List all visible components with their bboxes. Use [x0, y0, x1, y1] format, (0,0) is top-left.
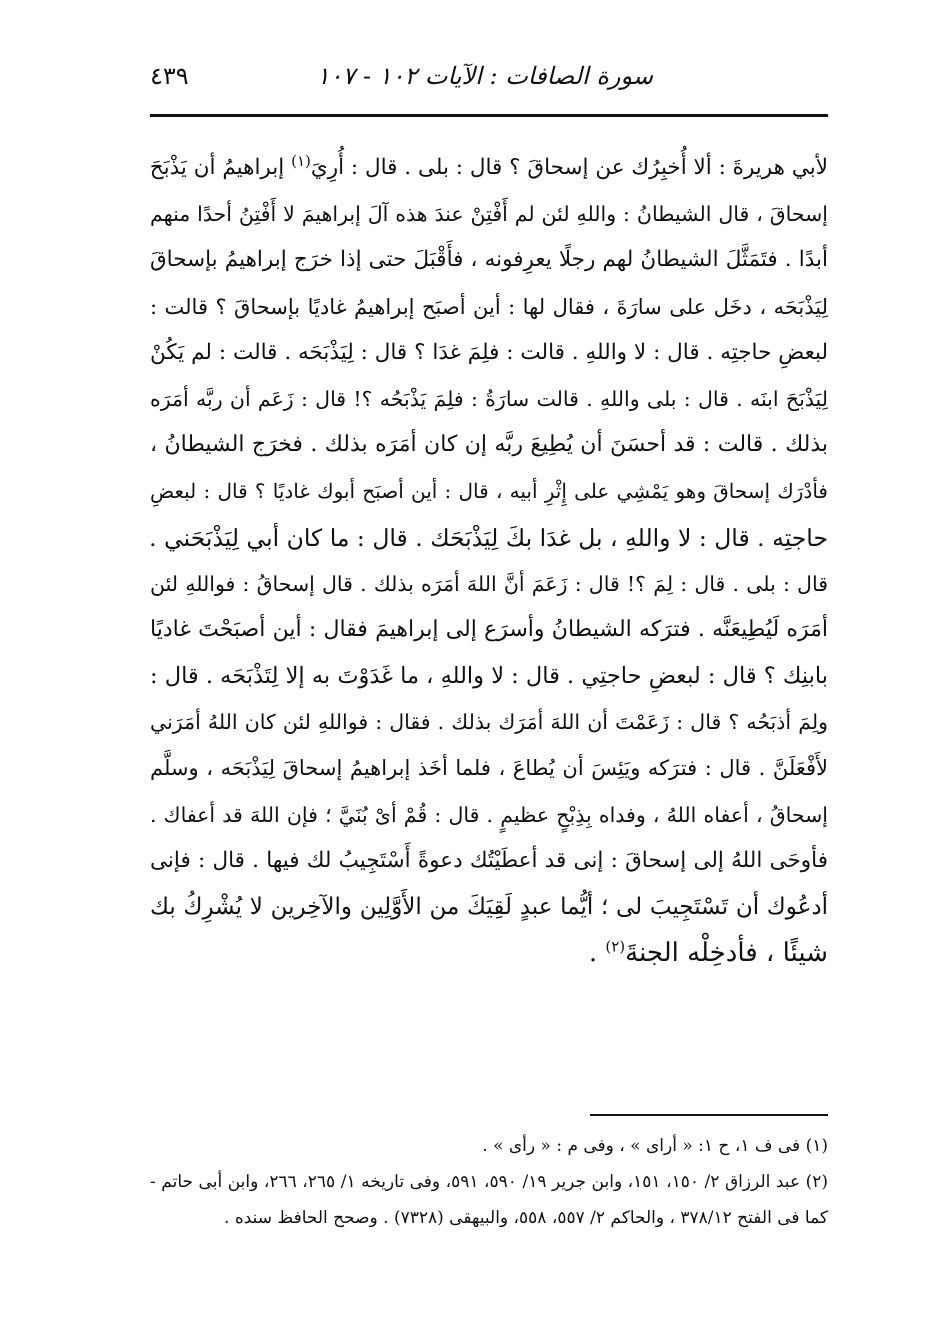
text-line: إسحاقُ ، أعفاه اللهُ ، وفداه بِذِبْحٍ عظيمٍ . قال : قُمْ أىْ بُنَيَّ ؛ فإن اللهَ قد أعفاك .	[150, 802, 828, 827]
text-line: أبدًا . فتَمَثَّلَ الشيطانُ لهم رجلًا يعرِفونه ، فأَقْبَلَ حتى إذا خرَج إبراهيمُ بإسحاقَ	[150, 247, 828, 273]
main-text	[150, 145, 828, 976]
header-divider	[150, 114, 828, 117]
text-line: لِيَذْبَحَه ، دخَل على سارَةَ ، فقال لها : أين أصبَح إبراهيمُ غاديًا بإسحاقَ ؟ قالت :	[150, 294, 828, 319]
footnote-1: (١) فى ف ١، ح ١: « أراى » ، وفى م : « رأى » .	[482, 1136, 828, 1156]
page-number: ٤٣٩	[150, 62, 189, 90]
footnotes	[150, 1128, 828, 1236]
text-line: لِيَذْبَحَ ابنَه . قال : بلى واللهِ . قالت سارَةُ : فلِمَ يَذْبَحُه ؟! قال : زَعَم أن ربَّه أمَرَه	[150, 386, 828, 411]
text-line: بذلك . قالت : قد أحسَنَ أن يُطِيعَ ربَّه إن كان أمَرَه بذلك . فخرَج الشيطانُ ،	[150, 432, 828, 458]
text-line: حاجتِه . قال : لا واللهِ ، بل غدَا بكَ لِيَذْبَحَك . قال : ما كان أبي لِيَذْبَحَني .	[149, 523, 828, 552]
text-line: ولِمَ أذبَحُه ؟ قال : زَعَمْتَ أن اللهَ أمَرَك بذلك . فقال : فواللهِ لئن كان اللهُ أمَرَني	[150, 710, 828, 735]
text-line: بابنِك ؟ قال : لبعضِ حاجتِي . قال : لا واللهِ ، ما غَدَوْتَ به إلا لِتَذْبَحَه . قال :	[150, 663, 828, 690]
footnote-divider	[590, 1114, 828, 1116]
footnote-2-line-1: (٢) عبد الرزاق ٢/ ١٥٠، ١٥١، وابن جرير ١٩/ ٥٩٠، ٥٩١، وفى تاريخه ١/ ٢٦٥، ٢٦٦، وابن أبى حاتم -	[150, 1172, 829, 1192]
footnote-ref-2[interactable]: (٢)	[605, 937, 626, 956]
running-header	[150, 62, 828, 102]
surah-title: سورة الصافات : الآيات ١٠٢ - ١٠٧	[316, 62, 653, 90]
text-line: لأبي هريرةَ : ألا أُخبِرُك عن إسحاقَ ؟ قال : بلى . قال : أُرِيَ$^{(١)}$ إبراهيمُ أن يَذْبَحَ	[149, 151, 828, 180]
text-line: قال : بلى . قال : لِمَ ؟! قال : زَعَمَ أنَّ اللهَ أمَرَه بذلك . قال إسحاقُ : فواللهِ لئن	[150, 571, 828, 596]
text-line: فأدْرَك إسحاقَ وهو يَمْشِي على إِثْرِ أبيه ، قال : أين أصبَح أبوك غاديًا ؟ قال : لبعضِ	[150, 479, 828, 504]
text-line: أمَرَه لَيُطِيعَنَّه . فترَكه الشيطانُ وأسرَع إلى إبراهيمَ فقال : أين أصبَحْتَ غاديًا	[150, 616, 828, 642]
footnote-2-line-2: كما فى الفتح ٣٧٨/١٢ ، والحاكم ٢/ ٥٥٧، ٥٥٨، والبيهقى (٧٣٢٨) . وصحح الحافظ سنده .	[224, 1208, 828, 1228]
text-line: فأوحَى اللهُ إلى إسحاقَ : إنى قد أعطَيْتُك دعوةً أَسْتَجِيبُ لك فيها . قال : فإنى	[150, 847, 828, 873]
text-line: لأَفْعَلَنَّ . قال : فترَكه ويَئِسَ أن يُطاعَ ، فلما أخَذ إبراهيمُ إسحاقَ لِيَذْبَحَه ، وسلَّم	[150, 756, 828, 781]
text-line: إسحاقَ ، قال الشيطانُ : واللهِ لئن لم أَفْتِنْ عندَ هذه آلَ إبراهيمَ لا أَفْتِنُ أحدًا منهم	[150, 202, 828, 227]
footnote-ref-1[interactable]: (١)	[291, 151, 311, 170]
text-line-last: شيئًا ، فأدخِلْه الجنةَ$^{(٢)}$ .	[588, 937, 828, 969]
text-line: أدعُوك أن تَسْتَجِيبَ لى ؛ أيُّما عبدٍ لَقِيَكَ من الأَوَّلِين والآخِرين لا يُشْرِكُ بك	[150, 894, 828, 920]
text-line: لبعضِ حاجتِه . قال : لا واللهِ . قالت : فلِمَ غدَا ؟ قال : لِيَذْبَحَه . قالت : لم يَكُنْ	[150, 339, 828, 365]
